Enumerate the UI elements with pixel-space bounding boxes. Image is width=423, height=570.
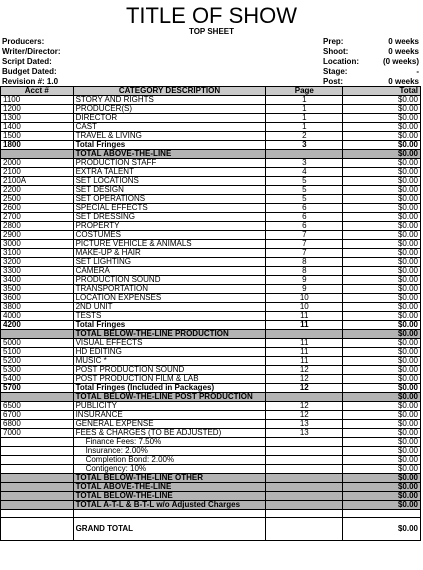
description-cell: TOTAL A-T-L & B-T-L w/o Adjusted Charges (73, 501, 266, 510)
acct-cell (1, 474, 74, 483)
amount-cell: $0.00 (343, 375, 421, 384)
page-cell: 8 (266, 258, 343, 267)
page-cell (266, 438, 343, 447)
acct-cell: 5300 (1, 366, 74, 375)
acct-cell: 5100 (1, 348, 74, 357)
acct-cell (1, 465, 74, 474)
acct-cell: 6700 (1, 411, 74, 420)
acct-cell (1, 518, 74, 541)
page-cell: 11 (266, 339, 343, 348)
description-cell: VISUAL EFFECTS (73, 339, 266, 348)
description-cell: SET LIGHTING (73, 258, 266, 267)
acct-cell: 1800 (1, 141, 74, 150)
amount-cell: $0.00 (343, 420, 421, 429)
amount-cell: $0.00 (343, 492, 421, 501)
table-row (1, 411, 421, 420)
description-cell: LOCATION EXPENSES (73, 294, 266, 303)
acct-cell: 5200 (1, 357, 74, 366)
page-cell: 12 (266, 411, 343, 420)
page-cell: 6 (266, 204, 343, 213)
amount-cell: $0.00 (343, 231, 421, 240)
description-cell: TOTAL BELOW-THE-LINE OTHER (73, 474, 266, 483)
page-cell: 1 (266, 123, 343, 132)
description-cell: GRAND TOTAL (73, 518, 266, 541)
acct-cell: 2200 (1, 186, 74, 195)
description-cell: TOTAL ABOVE-THE-LINE (73, 150, 266, 159)
schedule-value: 0 weeks (388, 47, 419, 56)
amount-cell: $0.00 (343, 321, 421, 330)
spacer-cell (266, 510, 343, 518)
table-row (1, 303, 421, 312)
description-cell: PRODUCER(S) (73, 105, 266, 114)
page-cell (266, 447, 343, 456)
acct-cell: 1400 (1, 123, 74, 132)
table-row (1, 384, 421, 393)
schedule-label: Post: (323, 77, 343, 86)
table-row (1, 159, 421, 168)
amount-cell: $0.00 (343, 240, 421, 249)
page-cell (266, 465, 343, 474)
page-cell: 9 (266, 285, 343, 294)
page-cell: 12 (266, 402, 343, 411)
amount-cell: $0.00 (343, 294, 421, 303)
description-cell: SPECIAL EFFECTS (73, 204, 266, 213)
description-cell: Total Fringes (73, 321, 266, 330)
page-cell: 11 (266, 321, 343, 330)
description-cell: TOTAL ABOVE-THE-LINE (73, 483, 266, 492)
table-row (1, 420, 421, 429)
page-cell (266, 330, 343, 339)
description-cell: 2ND UNIT (73, 303, 266, 312)
page-cell: 3 (266, 141, 343, 150)
schedule-row-shoot (323, 47, 419, 57)
description-cell: MAKE-UP & HAIR (73, 249, 266, 258)
schedule-value: - (416, 67, 419, 76)
amount-cell: $0.00 (343, 411, 421, 420)
amount-cell: $0.00 (343, 518, 421, 541)
schedule-label: Shoot: (323, 47, 349, 56)
description-cell: EXTRA TALENT (73, 168, 266, 177)
acct-cell: 3300 (1, 267, 74, 276)
table-row (1, 348, 421, 357)
amount-cell: $0.00 (343, 249, 421, 258)
script-dated-label: Script Dated: (2, 57, 52, 66)
schedule-value: (0 weeks) (382, 57, 419, 66)
table-row (1, 339, 421, 348)
acct-cell: 1100 (1, 96, 74, 105)
amount-cell: $0.00 (343, 276, 421, 285)
amount-cell: $0.00 (343, 159, 421, 168)
acct-cell: 2900 (1, 231, 74, 240)
table-row (1, 105, 421, 114)
amount-cell: $0.00 (343, 474, 421, 483)
table-row (1, 294, 421, 303)
table-row (1, 168, 421, 177)
amount-cell: $0.00 (343, 357, 421, 366)
page-cell: 11 (266, 312, 343, 321)
description-cell: SET DRESSING (73, 213, 266, 222)
table-row (1, 132, 421, 141)
page-cell: 5 (266, 177, 343, 186)
page-cell: 10 (266, 303, 343, 312)
acct-cell: 2600 (1, 204, 74, 213)
page-cell (266, 501, 343, 510)
acct-cell: 2100A (1, 177, 74, 186)
amount-cell: $0.00 (343, 330, 421, 339)
amount-cell: $0.00 (343, 222, 421, 231)
description-cell: POST PRODUCTION SOUND (73, 366, 266, 375)
schedule-row-prep (323, 37, 419, 47)
column-header-acct: Acct # (1, 87, 74, 96)
table-row (1, 249, 421, 258)
page-cell (266, 492, 343, 501)
table-row (1, 456, 421, 465)
description-cell: SET DESIGN (73, 186, 266, 195)
acct-cell: 7000 (1, 429, 74, 438)
description-cell: HD EDITING (73, 348, 266, 357)
page-cell: 11 (266, 357, 343, 366)
column-header-description: CATEGORY DESCRIPTION (73, 87, 266, 96)
acct-cell: 1300 (1, 114, 74, 123)
table-row (1, 204, 421, 213)
description-cell: GENERAL EXPENSE (73, 420, 266, 429)
schedule-row-location (323, 57, 419, 67)
page-cell (266, 456, 343, 465)
description-cell: CAST (73, 123, 266, 132)
page-cell: 1 (266, 96, 343, 105)
amount-cell: $0.00 (343, 303, 421, 312)
amount-cell: $0.00 (343, 258, 421, 267)
table-row (1, 195, 421, 204)
page-cell (266, 393, 343, 402)
total-row (1, 330, 421, 339)
description-cell: TRAVEL & LIVING (73, 132, 266, 141)
table-row (1, 258, 421, 267)
page-cell: 4 (266, 168, 343, 177)
description-cell: Completion Bond: 2.00% (73, 456, 266, 465)
page-cell: 9 (266, 276, 343, 285)
table-row (1, 96, 421, 105)
acct-cell: 3400 (1, 276, 74, 285)
page-cell: 7 (266, 240, 343, 249)
acct-cell: 4200 (1, 321, 74, 330)
page-cell: 10 (266, 294, 343, 303)
amount-cell: $0.00 (343, 195, 421, 204)
column-header-page: Page (266, 87, 343, 96)
spacer-cell (73, 510, 266, 518)
table-row (1, 366, 421, 375)
page-cell: 12 (266, 384, 343, 393)
acct-cell: 2800 (1, 222, 74, 231)
description-cell: FEES & CHARGES (TO BE ADJUSTED) (73, 429, 266, 438)
acct-cell: 6800 (1, 420, 74, 429)
amount-cell: $0.00 (343, 393, 421, 402)
total-row (1, 501, 421, 510)
amount-cell: $0.00 (343, 123, 421, 132)
amount-cell: $0.00 (343, 204, 421, 213)
acct-cell: 3800 (1, 303, 74, 312)
description-cell: PUBLICITY (73, 402, 266, 411)
acct-cell: 1500 (1, 132, 74, 141)
table-row (1, 213, 421, 222)
table-row (1, 186, 421, 195)
acct-cell: 5000 (1, 339, 74, 348)
description-cell: DIRECTOR (73, 114, 266, 123)
amount-cell: $0.00 (343, 186, 421, 195)
acct-cell (1, 501, 74, 510)
description-cell: Contigency: 10% (73, 465, 266, 474)
schedule-value: 0 weeks (388, 77, 419, 86)
spacer-cell (343, 510, 421, 518)
page-cell: 5 (266, 186, 343, 195)
amount-cell: $0.00 (343, 141, 421, 150)
acct-cell: 6500 (1, 402, 74, 411)
amount-cell: $0.00 (343, 213, 421, 222)
total-row (1, 474, 421, 483)
acct-cell: 4000 (1, 312, 74, 321)
budget-rows (1, 96, 421, 541)
description-cell: COSTUMES (73, 231, 266, 240)
total-row (1, 393, 421, 402)
page-cell (266, 150, 343, 159)
table-row (1, 321, 421, 330)
table-row (1, 141, 421, 150)
total-row (1, 150, 421, 159)
amount-cell: $0.00 (343, 465, 421, 474)
acct-cell (1, 330, 74, 339)
description-cell: PICTURE VEHICLE & ANIMALS (73, 240, 266, 249)
description-cell: CAMERA (73, 267, 266, 276)
acct-cell: 3200 (1, 258, 74, 267)
table-row (1, 177, 421, 186)
page-cell (266, 483, 343, 492)
table-row (1, 357, 421, 366)
table-row (1, 402, 421, 411)
table-row (1, 312, 421, 321)
acct-cell (1, 393, 74, 402)
table-row (1, 375, 421, 384)
page-cell: 7 (266, 231, 343, 240)
acct-cell: 2700 (1, 213, 74, 222)
amount-cell: $0.00 (343, 105, 421, 114)
acct-cell: 3600 (1, 294, 74, 303)
writer-director-label: Writer/Director: (2, 47, 61, 56)
page-cell: 11 (266, 348, 343, 357)
page-cell: 3 (266, 159, 343, 168)
acct-cell: 2100 (1, 168, 74, 177)
amount-cell: $0.00 (343, 447, 421, 456)
page-cell: 5 (266, 195, 343, 204)
amount-cell: $0.00 (343, 348, 421, 357)
page-cell: 13 (266, 420, 343, 429)
acct-cell (1, 438, 74, 447)
table-row (1, 465, 421, 474)
amount-cell: $0.00 (343, 483, 421, 492)
acct-cell (1, 456, 74, 465)
page-cell: 1 (266, 114, 343, 123)
table-row (1, 429, 421, 438)
header-schedule-right (323, 37, 419, 87)
acct-cell (1, 492, 74, 501)
amount-cell: $0.00 (343, 150, 421, 159)
description-cell: TOTAL BELOW-THE-LINE (73, 492, 266, 501)
table-row (1, 267, 421, 276)
schedule-label: Stage: (323, 67, 348, 76)
revision-label: Revision #: 1.0 (2, 77, 59, 86)
acct-cell: 5700 (1, 384, 74, 393)
amount-cell: $0.00 (343, 168, 421, 177)
table-header-row (1, 87, 421, 96)
description-cell: TOTAL BELOW-THE-LINE PRODUCTION (73, 330, 266, 339)
amount-cell: $0.00 (343, 114, 421, 123)
show-title: TITLE OF SHOW (125, 3, 298, 28)
page-cell: 12 (266, 375, 343, 384)
table-row (1, 285, 421, 294)
budget-dated-label: Budget Dated: (2, 67, 57, 76)
description-cell: STORY AND RIGHTS (73, 96, 266, 105)
table-row (1, 222, 421, 231)
sheet-subtitle: TOP SHEET (188, 27, 235, 36)
description-cell: Total Fringes (73, 141, 266, 150)
acct-cell: 1200 (1, 105, 74, 114)
amount-cell: $0.00 (343, 384, 421, 393)
table-row (1, 447, 421, 456)
acct-cell: 5400 (1, 375, 74, 384)
description-cell: Insurance: 2.00% (73, 447, 266, 456)
acct-cell: 2000 (1, 159, 74, 168)
description-cell: TESTS (73, 312, 266, 321)
description-cell: PRODUCTION SOUND (73, 276, 266, 285)
page-cell: 8 (266, 267, 343, 276)
table-row (1, 231, 421, 240)
description-cell: Total Fringes (Included in Packages) (73, 384, 266, 393)
description-cell: SET LOCATIONS (73, 177, 266, 186)
page-cell: 6 (266, 213, 343, 222)
table-row (1, 276, 421, 285)
page-cell: 13 (266, 429, 343, 438)
amount-cell: $0.00 (343, 501, 421, 510)
description-cell: MUSIC * (73, 357, 266, 366)
description-cell: INSURANCE (73, 411, 266, 420)
description-cell: PROPERTY (73, 222, 266, 231)
amount-cell: $0.00 (343, 438, 421, 447)
amount-cell: $0.00 (343, 177, 421, 186)
amount-cell: $0.00 (343, 267, 421, 276)
header-info-left (2, 37, 202, 87)
description-cell: Finance Fees: 7.50% (73, 438, 266, 447)
amount-cell: $0.00 (343, 132, 421, 141)
page-cell: 1 (266, 105, 343, 114)
schedule-value: 0 weeks (388, 37, 419, 46)
amount-cell: $0.00 (343, 312, 421, 321)
page-cell (266, 474, 343, 483)
total-row (1, 483, 421, 492)
amount-cell: $0.00 (343, 402, 421, 411)
total-row (1, 518, 421, 541)
amount-cell: $0.00 (343, 456, 421, 465)
description-cell: PRODUCTION STAFF (73, 159, 266, 168)
acct-cell: 3000 (1, 240, 74, 249)
producers-label: Producers: (2, 37, 45, 46)
table-row (1, 123, 421, 132)
amount-cell: $0.00 (343, 285, 421, 294)
description-cell: POST PRODUCTION FILM & LAB (73, 375, 266, 384)
schedule-label: Prep: (323, 37, 344, 46)
acct-cell: 3500 (1, 285, 74, 294)
total-row (1, 492, 421, 501)
amount-cell: $0.00 (343, 366, 421, 375)
page-cell (266, 518, 343, 541)
description-cell: TRANSPORTATION (73, 285, 266, 294)
acct-cell (1, 447, 74, 456)
amount-cell: $0.00 (343, 96, 421, 105)
spacer-row (1, 510, 421, 518)
page-cell: 7 (266, 249, 343, 258)
table-row (1, 240, 421, 249)
page-cell: 2 (266, 132, 343, 141)
table-row (1, 114, 421, 123)
budget-table (0, 86, 421, 541)
acct-cell: 2500 (1, 195, 74, 204)
column-header-total: Total (343, 87, 421, 96)
page-cell: 6 (266, 222, 343, 231)
description-cell: SET OPERATIONS (73, 195, 266, 204)
schedule-label: Location: (323, 57, 359, 66)
description-cell: TOTAL BELOW-THE-LINE POST PRODUCTION (73, 393, 266, 402)
amount-cell: $0.00 (343, 429, 421, 438)
schedule-row-stage (323, 67, 419, 77)
acct-cell (1, 150, 74, 159)
spacer-cell (1, 510, 74, 518)
amount-cell: $0.00 (343, 339, 421, 348)
page-cell: 12 (266, 366, 343, 375)
acct-cell (1, 483, 74, 492)
acct-cell: 3100 (1, 249, 74, 258)
table-row (1, 438, 421, 447)
